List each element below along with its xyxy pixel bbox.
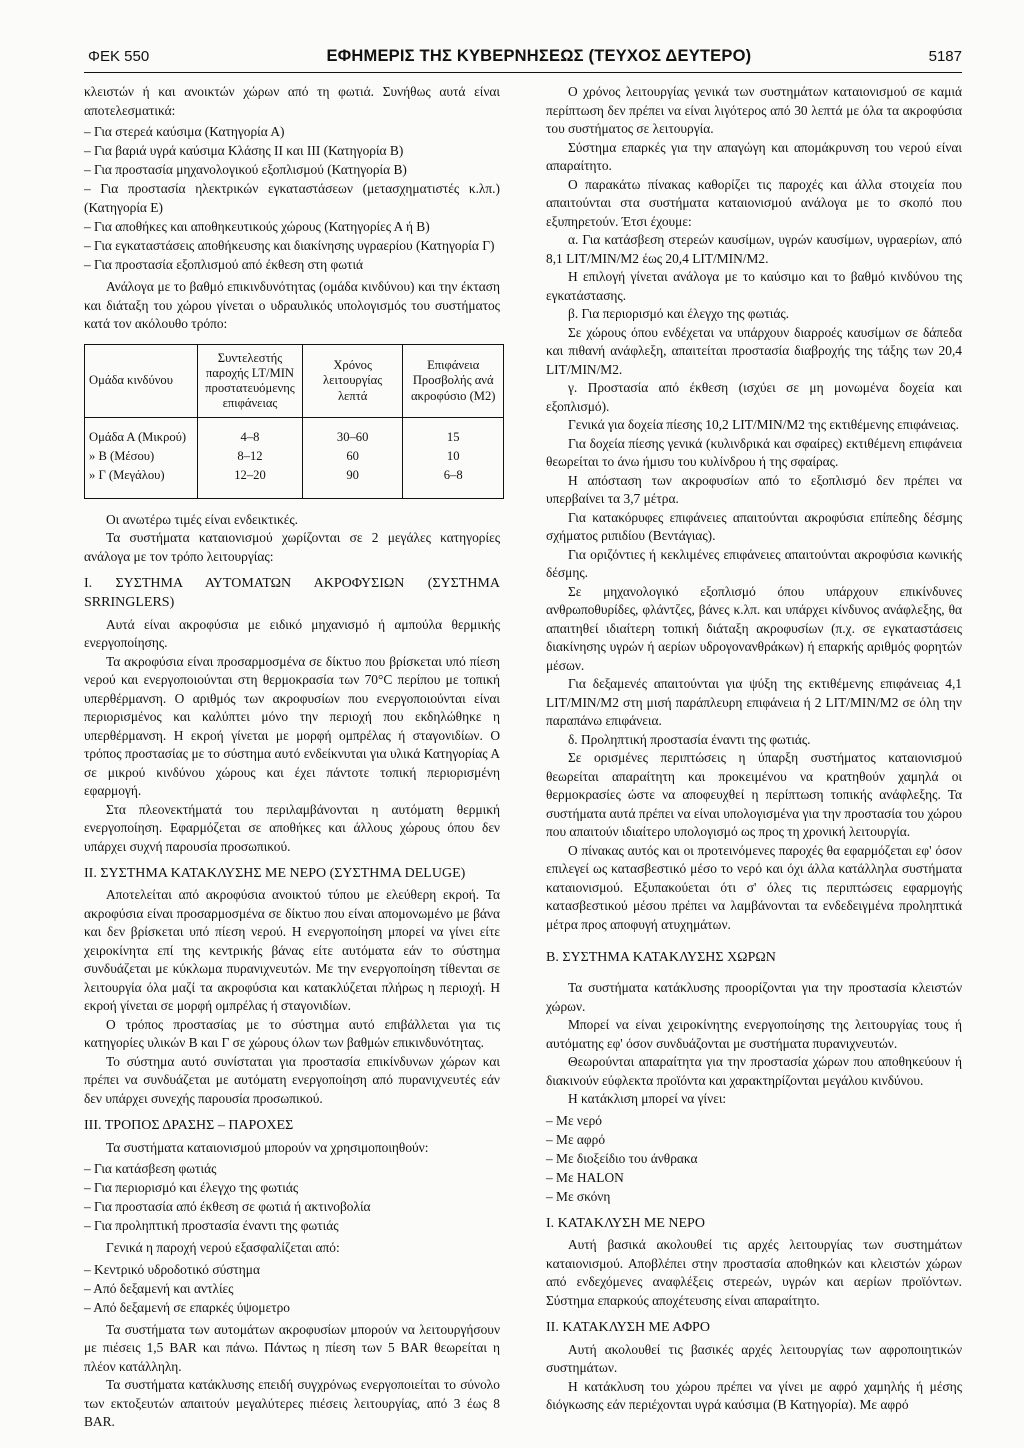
- section-heading: Β. ΣΥΣΤΗΜΑ ΚΑΤΑΚΛΥΣΗΣ ΧΩΡΩΝ: [546, 950, 776, 965]
- table-cell: 90: [302, 466, 403, 498]
- paragraph: Γενικά για δοχεία πίεσης 10,2 LIT/MIN/M2 της εκτιθέμενης επιφάνειας.: [568, 417, 959, 432]
- list-item: – Για περιορισμό και έλεγχο της φωτιάς: [84, 1180, 299, 1196]
- page-number: 5187: [928, 48, 962, 66]
- paragraph: Τα συστήματα καταιονισμού χωρίζονται σε 2 μεγάλες κατηγορίες ανάλογα με τον τρόπο λειτουργίας:: [84, 530, 500, 564]
- paragraph: Για κατακόρυφες επιφάνειες απαιτούνται ακροφύσια επίπεδης δέσμης σχήματος ριπιδίου (Βεντάγιας).: [546, 509, 962, 543]
- paragraph: Σύστημα επαρκές για την απαγώγη και απομάκρυνση του νερού είναι απαραίτητο.: [546, 139, 962, 173]
- paragraph: Στα πλεονεκτήματά του περιλαμβάνονται η αυτόματη θερμική ενεργοποίηση. Εφαρμόζεται σε αποθήκες και άλλους χώρους όπου δεν υπάρχει συχνή παρουσία προσωπικού.: [84, 801, 500, 854]
- paragraph: Ο τρόπος προστασίας με το σύστημα αυτό επιβάλλεται για τις κατηγορίες υλικών Β και Γ σε χώρους όλων των βαθμών επικινδυνότητας.: [84, 1016, 500, 1051]
- subsection-heading: β. Για περιορισμό και έλεγχο της φωτιάς.: [568, 306, 790, 321]
- paragraph: κλειστών ή και ανοικτών χώρων από τη φωτιά. Συνήθως αυτά είναι αποτελεσματικά:: [84, 84, 500, 118]
- gazette-title: ΕΦΗΜΕΡΙΣ ΤΗΣ ΚΥΒΕΡΝΗΣΕΩΣ (ΤΕΥΧΟΣ ΔΕΥΤΕΡΟ): [326, 47, 752, 66]
- list-item: – Για προστασία εξοπλισμού από έκθεση στη φωτιά: [84, 257, 364, 273]
- paragraph: Για οριζόντιες ή κεκλιμένες επιφάνειες απαιτούνται ακροφύσια κωνικής δέσμης.: [546, 546, 962, 580]
- list-item: – Με διοξείδιο του άνθρακα: [546, 1150, 698, 1166]
- column-header: Ομάδα κινδύνου: [85, 344, 198, 417]
- section-heading: ΙΙΙ. ΤΡΟΠΟΣ ΔΡΑΣΗΣ – ΠΑΡΟΧΕΣ: [84, 1118, 294, 1134]
- list-item: – Για στερεά καύσιμα (Κατηγορία Α): [84, 124, 285, 139]
- section-heading: Ι. ΣΥΣΤΗΜΑ ΑΥΤΟΜΑΤΩΝ ΑΚΡΟΦΥΣΙΩΝ (ΣΥΣΤΗΜΑ SRRINGLERS): [84, 576, 500, 611]
- flooding-agent-list: [546, 1111, 962, 1206]
- paragraph: Η απόσταση των ακροφυσίων από το εξοπλισμό δεν πρέπει να υπερβαίνει τα 3,7 μέτρα.: [546, 472, 962, 506]
- paragraph: Αυτά είναι ακροφύσια με ειδικό μηχανισμό ή αμπούλα θερμικής ενεργοποίησης.: [84, 616, 500, 651]
- column-header: Χρόνος λειτουργίας λεπτά: [302, 344, 403, 417]
- paragraph: Σε ορισμένες περιπτώσεις η ύπαρξη συστήματος καταιονισμού θεωρείται απαραίτητη και προκειμένου να κρατηθούν χαμηλά οι θερμοκρασίες ώστε να αποφευχθεί η περίπτωση τοπικής ανάφλεξης. Τα συστήματα αυτά πρέπει να είναι υπολογισμένα για την προστασία του χώρου που απαιτούν ιδιαίτερο υπολογισμό ως προς τη χρονική λειτουργία.: [546, 750, 962, 839]
- paragraph: Σε χώρους όπου ενδέχεται να υπάρχουν διαρροές καυσίμων σε δάπεδα και πιθανή ανάφλεξη, απαιτείται προστασία διαβροχής της τάξης των 20,4 LIT/MIN/M2.: [546, 324, 962, 377]
- paragraph: Θεωρούνται απαραίτητα για την προστασία χώρων που αποθηκεύουν ή διακινούν εύφλεκτα προϊόντα και χαρακτηρίζονται μεγάλου κινδύνου.: [546, 1054, 962, 1088]
- table-cell: 6–8: [403, 466, 504, 498]
- table-cell: 15: [403, 418, 504, 448]
- table-header-row: [85, 344, 504, 417]
- list-item: – Για προστασία ηλεκτρικών εγκαταστάσεων (μετασχηματιστές κ.λπ.) (Κατηγορία Ε): [84, 181, 500, 216]
- two-column-body: [84, 83, 962, 1432]
- table-row: [85, 466, 504, 498]
- paragraph: Τα συστήματα των αυτομάτων ακροφυσίων μπορούν να λειτουργήσουν με πιέσεις 1,5 BAR και πάνω. Πάντως η πίεση των 5 BAR θεωρείται η πλέον κατάλληλη.: [84, 1321, 500, 1374]
- paragraph: Οι ανωτέρω τιμές είναι ενδεικτικές.: [106, 511, 298, 527]
- column-header: Επιφάνεια Προσβολής ανά ακροφύσιο (Μ2): [403, 344, 504, 417]
- page-header: [84, 40, 962, 68]
- paragraph: Ο παρακάτω πίνακας καθορίζει τις παροχές και άλλα στοιχεία που απαιτούνται στα συστήματα καταιονισμού ανάλογα με το σκοπό που εξυπηρετούν. Έτσι έχουμε:: [546, 176, 962, 229]
- section-heading: Ι. ΚΑΤΑΚΛΥΣΗ ΜΕ ΝΕΡΟ: [546, 1215, 705, 1231]
- section-heading: ΙΙ. ΚΑΤΑΚΛΥΣΗ ΜΕ ΑΦΡΟ: [546, 1320, 710, 1336]
- paragraph: Για δοχεία πίεσης γενικά (κυλινδρικά και σφαίρες) εκτιθέμενη επιφάνεια θεωρείται το άνω ήμισυ του κυλίνδρου ή της σφαίρας.: [546, 435, 962, 469]
- paragraph: Η κατάκλυση του χώρου πρέπει να γίνει με αφρό χαμηλής ή μέσης διόγκωσης εάν περιέχονται υγρά καύσιμα (Β Κατηγορία). Με αφρό: [546, 1378, 962, 1413]
- table-cell: » Γ (Μεγάλου): [85, 466, 198, 498]
- use-list: [84, 122, 500, 274]
- list-item: – Για αποθήκες και αποθηκευτικούς χώρους (Κατηγορίες Α ή Β): [84, 219, 430, 235]
- table-cell: 60: [302, 447, 403, 466]
- paragraph: Μπορεί να είναι χειροκίνητης ενεργοποίησης της λειτουργίας τους ή αυτόματης εφ' όσον συνδυάζονται με συστήματα πυρανιχνευτών.: [546, 1017, 962, 1051]
- list-item: – Με σκόνη: [546, 1188, 611, 1204]
- hazard-group-table: [84, 344, 504, 499]
- paragraph: Ο πίνακας αυτός και οι προτεινόμενες παροχές θα εφαρμόζεται εφ' όσον επιλεγεί ως κατασβεστικό μέσο το νερό και όχι άλλα κατάλληλα συστήματα καταιονισμού. Εξυπακούεται ότι σ' όλες τις περιπτώσεις εφαρμογής κατασβεστικού μέσου πρέπει να λαμβάνονται τα ενδεδειγμένα προληπτικά μέτρα προς αποφυγή ατυχημάτων.: [546, 842, 962, 932]
- paragraph: Τα συστήματα καταιονισμού μπορούν να χρησιμοποιηθούν:: [106, 1139, 429, 1155]
- table-cell: 12–20: [198, 466, 303, 498]
- paragraph: Τα συστήματα κατάκλυσης επειδή συγχρόνως ενεργοποιείται το σύνολο των εκτοξευτών απαιτούν μεγαλύτερες πιέσεις λειτουργίας, από 3 έως 8 BAR.: [84, 1377, 500, 1430]
- issue-number: ΦΕΚ 550: [88, 48, 150, 66]
- table-row: [85, 418, 504, 448]
- paragraph: Ανάλογα με το βαθμό επικινδυνότητας (ομάδα κινδύνου) και την έκταση και διάταξη του χώρου γίνεται ο υδραυλικός υπολογισμός του συστήματος κατά τον ακόλουθο τρόπο:: [84, 279, 500, 332]
- table-row: [85, 447, 504, 466]
- paragraph: Γενικά η παροχή νερού εξασφαλίζεται από:: [106, 1240, 340, 1256]
- table-cell: 4–8: [198, 418, 303, 448]
- list-item: – Για βαριά υγρά καύσιμα Κλάσης ΙΙ και ΙΙΙ (Κατηγορία Β): [84, 143, 404, 159]
- subsection-heading: δ. Προληπτική προστασία έναντι της φωτιάς.: [568, 731, 811, 747]
- paragraph: Η κατάκλιση μπορεί να γίνει:: [568, 1091, 727, 1107]
- header-rule: [84, 72, 962, 73]
- list-item: – Με HALON: [546, 1169, 624, 1185]
- paragraph: Τα συστήματα κατάκλυσης προορίζονται για την προστασία κλειστών χώρων.: [546, 980, 962, 1014]
- list-item: – Με νερό: [546, 1112, 602, 1128]
- left-column: [84, 83, 500, 1432]
- purpose-list: [84, 1159, 500, 1235]
- list-item: – Για εγκαταστάσεις αποθήκευσης και διακίνησης υγραερίου (Κατηγορία Γ): [84, 238, 495, 254]
- list-item: – Από δεξαμενή σε επαρκές ύψομετρο: [84, 1299, 290, 1315]
- paragraph: Σε μηχανολογικό εξοπλισμό όπου υπάρχουν επικίνδυνες ανθρωποθυρίδες, φλάντζες, βάνες κ.λπ. και υπάρχει κίνδυνος ανάφλεξης, θα απαιτηθεί ιδιαίτερη τοπική διάταξη ακροφυσίων (π.χ. σε εγκαταστάσεις διακίνησης υγρών ή αερίων υδρογονανθράκων) ή επαρκής αριθμός φορητών μέσων.: [546, 583, 962, 673]
- table-cell: 30–60: [302, 418, 403, 448]
- list-item: – Από δεξαμενή και αντλίες: [84, 1280, 234, 1296]
- paragraph: Ο χρόνος λειτουργίας γενικά των συστημάτων καταιονισμού σε καμιά περίπτωση δεν πρέπει να είναι λιγότερος από 30 λεπτά με όλα τα ακροφύσια του συστήματος σε λειτουργία.: [546, 84, 962, 136]
- paragraph: Αυτή βασικά ακολουθεί τις αρχές λειτουργίας των συστημάτων καταιονισμού. Αποβλέπει στην προστασία αποθηκών και κλειστών χώρων από ενδεχόμενες αναφλέξεις στερεών, υγρών και αερίων προϊόντων. Σύστημα επαρκούς αποχέτευσης είναι απαραίτητο.: [546, 1237, 962, 1308]
- table-cell: Ομάδα Α (Μικρού): [85, 418, 198, 448]
- list-item: – Για προληπτική προστασία έναντι της φωτιάς: [84, 1218, 339, 1234]
- paragraph: Για δεξαμενές απαιτούνται για ψύξη της εκτιθέμενης επιφάνειας 4,1 LIT/MIN/M2 στη μισή παράπλευρη επιφάνεια ή 2 LIT/MIN/M2 σε όλη την παραπάνω επιφάνεια.: [546, 676, 962, 728]
- column-header: Συντελεστής παροχής LT/MIN προστατευόμενης επιφάνειας: [198, 344, 303, 417]
- table-cell: 10: [403, 447, 504, 466]
- list-item: – Κεντρικό υδροδοτικό σύστημα: [84, 1261, 261, 1277]
- subsection-heading: γ. Προστασία από έκθεση (ισχύει σε μη μονωμένα δοχεία και εξοπλισμό).: [546, 380, 962, 414]
- subsection-heading: α. Για κατάσβεση στερεών καυσίμων, υγρών καυσίμων, υγραερίων, από 8,1 LIT/MIN/M2 έως 20,4 LIT/MIN/M2.: [546, 232, 962, 266]
- list-item: – Για κατάσβεση φωτιάς: [84, 1161, 217, 1177]
- paragraph: Αυτή ακολουθεί τις βασικές αρχές λειτουργίας των αφροποιητικών συστημάτων.: [546, 1341, 962, 1376]
- list-item: – Για προστασία από έκθεση σε φωτιά ή ακτινοβολία: [84, 1199, 371, 1215]
- water-supply-list: [84, 1260, 500, 1317]
- paragraph: Το σύστημα αυτό συνίσταται για προστασία επικίνδυνων χώρων και πρέπει να συνδυάζεται με αυτόματη ενεργοποίηση από πυρανιχνευτές εάν δεν υπάρχει συνεχής παρουσία προσωπικού.: [84, 1053, 500, 1106]
- section-heading: ΙΙ. ΣΥΣΤΗΜΑ ΚΑΤΑΚΛΥΣΗΣ ΜΕ ΝΕΡΟ (ΣΥΣΤΗΜΑ DELUGE): [84, 866, 466, 882]
- table-cell: » Β (Μέσου): [85, 447, 198, 466]
- right-column: [546, 83, 962, 1432]
- list-item: – Με αφρό: [546, 1131, 606, 1147]
- paragraph: Αποτελείται από ακροφύσια ανοικτού τύπου με ελεύθερη εκροή. Τα ακροφύσια είναι προσαρμοσμένα σε δίκτυο που είναι απομονωμένο με βάνα και δεν βρίσκεται υπό πίεση νερού. Η ενεργοποίηση μπορεί να γίνει είτε χειροκίνητα επί της κεντρικής βάνας είτε αυτόματα εάν το σύστημα συνδυάζεται με κύκλωμα πυρανιχνευτών. Με την ενεργοποίηση τίθενται σε λειτουργία όλα μαζί τα ακροφύσια και κατακλύζεται πλήρως η περιοχή. Η εκροή γίνεται σε μορφή ομπρέλας ή σταγονιδίων.: [84, 887, 500, 1014]
- table-cell: 8–12: [198, 447, 303, 466]
- paragraph: Η επιλογή γίνεται ανάλογα με το καύσιμο και το βαθμό κινδύνου της εγκατάστασης.: [546, 269, 962, 303]
- paragraph: Τα ακροφύσια είναι προσαρμοσμένα σε δίκτυο που βρίσκεται υπό πίεση νερού και ενεργοποιούνται στη θερμοκρασία των 70°C περίπου με τοπική υπερθέρμανση. Ο αριθμός των ακροφυσίων που ενεργοποιούνται είναι περιορισμένος και καλύπτει μόνο την περιοχή που εκδηλώθηκε η υπερθέρμανση. Η εκροή γίνεται με μορφή ομπρέλας ή σταγονιδίων. Ο τρόπος προστασίας με το σύστημα αυτό ενδείκνυται για υλικά Κατηγορίας Α σε μικρού κινδύνου χώρους και έχει πάντοτε τοπική περιορισμένη εφαρμογή.: [84, 653, 500, 799]
- list-item: – Για προστασία μηχανολογικού εξοπλισμού (Κατηγορία Β): [84, 162, 407, 178]
